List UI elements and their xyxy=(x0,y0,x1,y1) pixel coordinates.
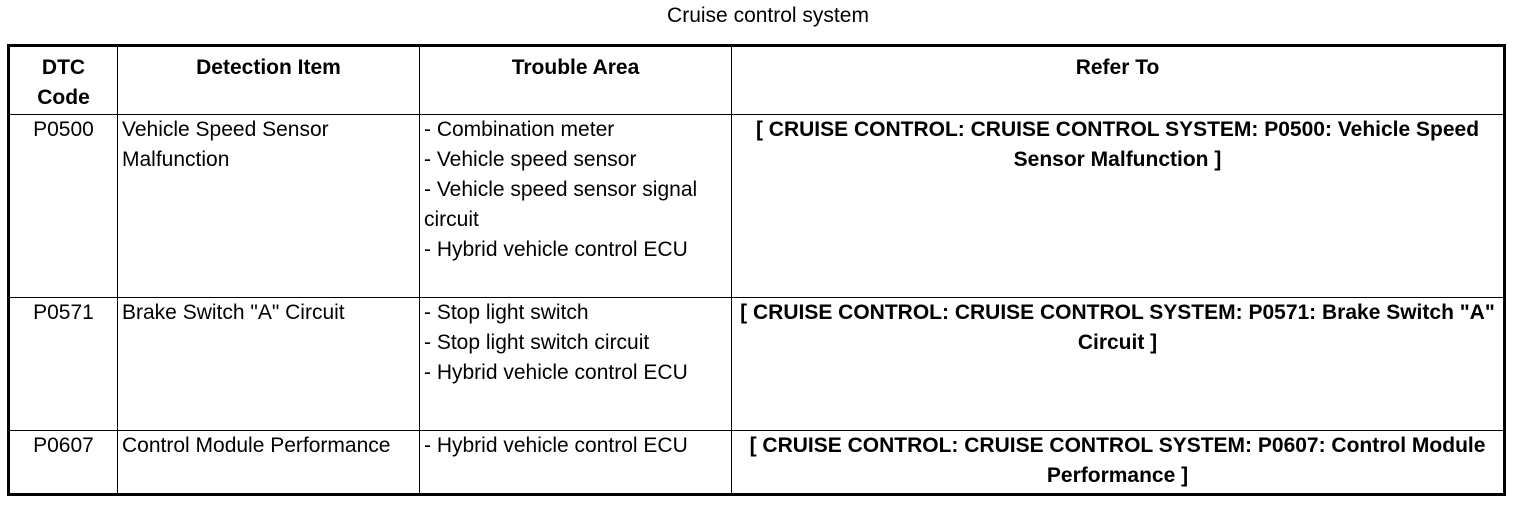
trouble-area-item: - Stop light switch xyxy=(424,301,589,324)
trouble-area-item: - Combination meter xyxy=(424,118,615,141)
detection-item-cell: Vehicle Speed Sensor Malfunction xyxy=(118,115,420,298)
header-dtc-code xyxy=(9,46,118,115)
header-refer-to: Refer To xyxy=(732,46,1505,115)
trouble-area-cell xyxy=(420,298,732,431)
trouble-area-cell xyxy=(420,431,732,495)
trouble-area-item: - Stop light switch circuit xyxy=(424,331,650,354)
header-dtc-code-line1: DTC xyxy=(41,56,86,79)
trouble-area-item: - Vehicle speed sensor xyxy=(424,148,637,171)
trouble-area-cell xyxy=(420,115,732,298)
refer-to-link[interactable]: [ CRUISE CONTROL: CRUISE CONTROL SYSTEM: P0571: Brake Switch "A" Circuit ] xyxy=(732,298,1505,431)
trouble-area-item: - Hybrid vehicle control ECU xyxy=(424,361,688,384)
trouble-area-item: - Hybrid vehicle control ECU xyxy=(424,238,688,261)
detection-item-cell: Control Module Performance xyxy=(118,431,420,495)
header-row xyxy=(9,46,1505,115)
refer-to-link[interactable]: [ CRUISE CONTROL: CRUISE CONTROL SYSTEM: P0607: Control Module Performance ] xyxy=(732,431,1505,495)
header-dtc-code-line2: Code xyxy=(37,86,90,109)
trouble-area-item: - Hybrid vehicle control ECU xyxy=(424,434,688,457)
dtc-code-cell: P0500 xyxy=(9,115,118,298)
header-trouble-area: Trouble Area xyxy=(420,46,732,115)
dtc-table xyxy=(7,44,1506,496)
table-row xyxy=(9,431,1505,495)
refer-to-link[interactable]: [ CRUISE CONTROL: CRUISE CONTROL SYSTEM: P0500: Vehicle Speed Sensor Malfunction ] xyxy=(732,115,1505,298)
header-detection-item: Detection Item xyxy=(118,46,420,115)
table-row xyxy=(9,115,1505,298)
detection-item-cell: Brake Switch "A" Circuit xyxy=(118,298,420,431)
table-row xyxy=(9,298,1505,431)
table-caption: Cruise control system xyxy=(667,4,869,27)
dtc-code-cell: P0607 xyxy=(9,431,118,495)
dtc-code-cell: P0571 xyxy=(9,298,118,431)
trouble-area-item: - Vehicle speed sensor signal circuit xyxy=(424,178,698,231)
